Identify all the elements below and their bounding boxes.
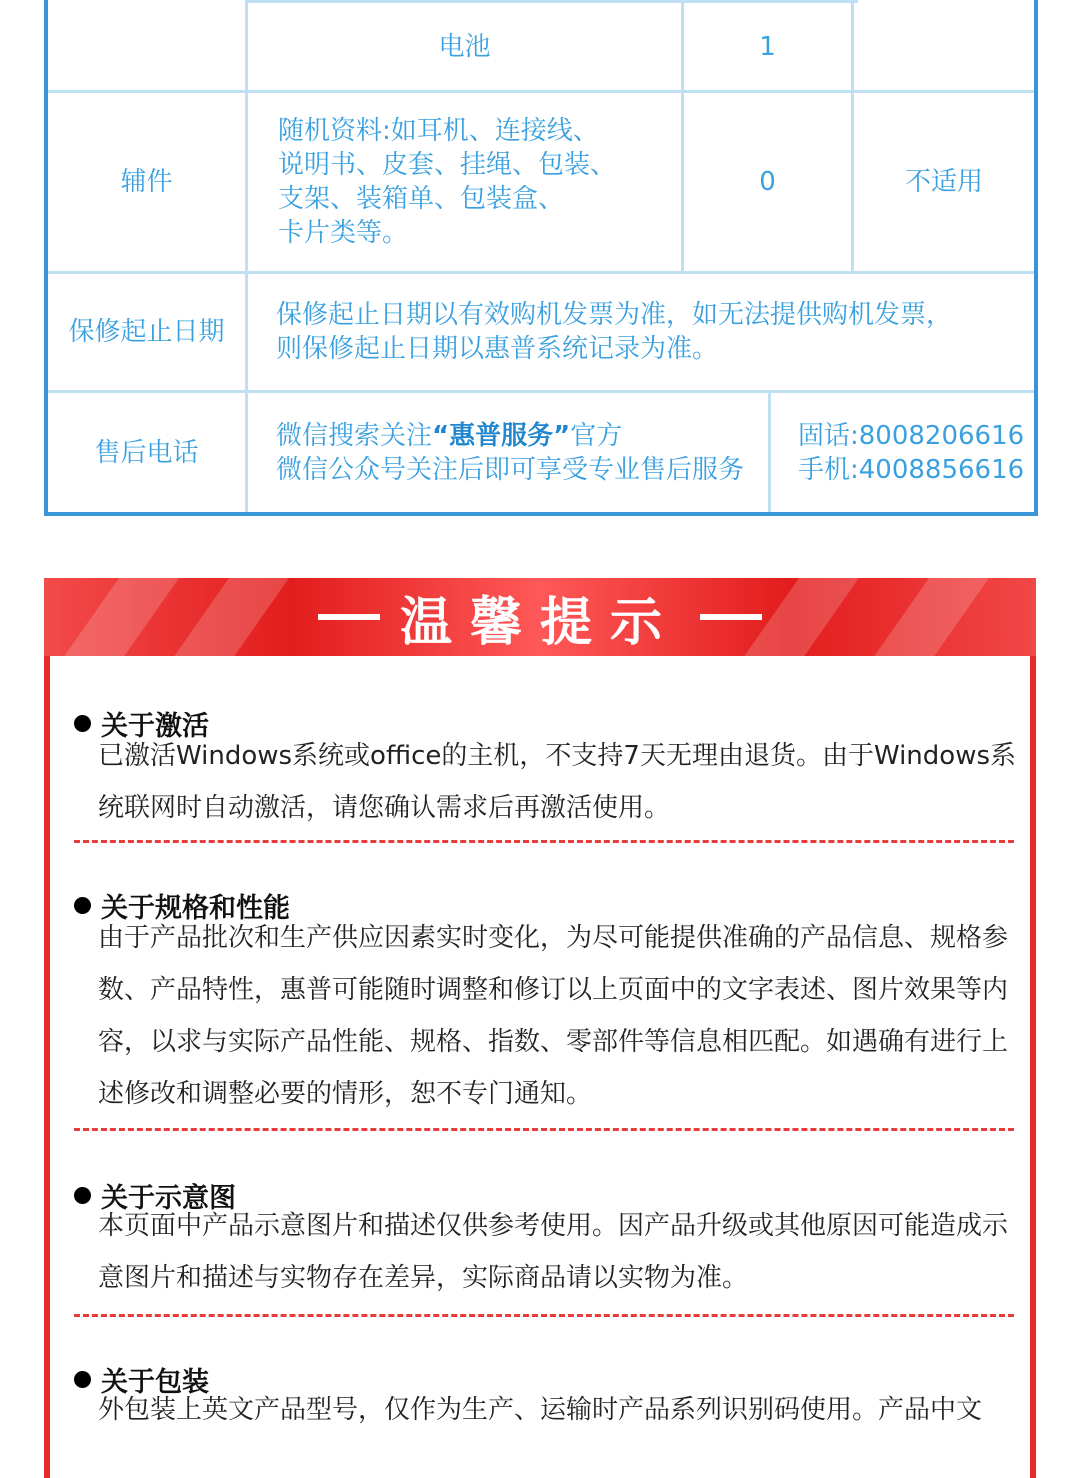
tips-title-text: 温馨提示 — [399, 592, 680, 653]
battery-qty-cell — [684, 3, 851, 90]
service-label-cell — [48, 393, 245, 512]
service-label: 售后电话 — [94, 437, 199, 468]
tip-heading-text: 关于示意图 — [101, 1183, 236, 1214]
tips-header — [44, 578, 1036, 656]
tips-title — [44, 578, 1036, 656]
bullet-icon — [74, 715, 91, 732]
tip-text-specs: 由于产品批次和生产供应因素实时变化，为尽可能提供准确的产品信息、规格参数、产品特性，惠普可能随时调整和修订以上页面中的文字表述、图片效果等内容，以求与实际产品性能、规格、指数、零部件等信息相匹配。如遇确有进行上述修改和调整必要的情形，恕不专门通知。 — [98, 923, 1009, 1109]
col-divider — [768, 390, 771, 512]
wechat-suffix: 官方 — [570, 420, 623, 451]
warranty-description-cell — [276, 274, 1026, 390]
phone-numbers-cell — [798, 393, 1034, 512]
accessory-category-cell — [48, 93, 245, 271]
title-dash-right — [700, 614, 762, 620]
warranty-desc-line: 则保修起止日期以惠普系统记录为准。 — [276, 334, 719, 364]
accessory-category-label: 辅件 — [120, 167, 173, 197]
wechat-prefix: 微信搜索关注 — [276, 420, 433, 451]
tip-text-illustration: 本页面中产品示意图片和描述仅供参考使用。因产品升级或其他原因可能造成示意图片和描述与实物存在差异，实际商品请以实物为准。 — [98, 1211, 1009, 1293]
battery-item-cell — [248, 3, 681, 90]
battery-qty-value: 1 — [759, 31, 776, 62]
tip-heading-text: 关于规格和性能 — [101, 893, 290, 924]
tip-text-activation: 已激活Windows系统或office的主机，不支持7天无理由退货。由于Windows系统联网时自动激活，请您确认需求后再激活使用。 — [98, 741, 1016, 823]
accessory-description-cell — [278, 93, 678, 271]
accessory-desc-line: 卡片类等。 — [278, 218, 409, 248]
wechat-line-2: 微信公众号关注后即可享受专业售后服务 — [276, 454, 745, 485]
battery-item-label: 电池 — [438, 31, 491, 62]
warranty-label-cell — [48, 274, 245, 390]
bullet-icon — [74, 1187, 91, 1204]
bullet-icon — [74, 1371, 91, 1388]
dashed-divider — [74, 1128, 1014, 1131]
accessory-qty-cell — [684, 93, 851, 271]
mobile-number: 手机:4008856616 — [798, 454, 1025, 485]
dashed-divider — [74, 840, 1014, 843]
wechat-account-name: “惠普服务” — [432, 420, 571, 451]
title-dash-left — [318, 614, 380, 620]
dashed-divider — [74, 1314, 1014, 1317]
accessory-desc-line: 随机资料:如耳机、连接线、 — [278, 116, 599, 146]
wechat-line-1 — [276, 419, 622, 453]
warranty-table — [44, 0, 1038, 516]
bullet-icon — [74, 897, 91, 914]
accessory-desc-line: 说明书、皮套、挂绳、包装、 — [278, 150, 617, 180]
landline-number: 固话:8008206616 — [798, 420, 1025, 451]
warranty-label: 保修起止日期 — [68, 317, 225, 347]
tip-heading-text: 关于包装 — [101, 1367, 209, 1398]
accessory-qty-value: 0 — [759, 167, 776, 197]
tip-heading-text: 关于激活 — [101, 711, 209, 742]
accessory-period-value: 不适用 — [904, 167, 983, 197]
wechat-info-cell — [276, 393, 768, 512]
tip-text-packaging: 外包装上英文产品型号，仅作为生产、运输时产品系列识别码使用。产品中文 — [98, 1395, 983, 1425]
tips-panel — [44, 578, 1036, 1478]
accessory-period-cell — [854, 93, 1034, 271]
warranty-desc-line: 保修起止日期以有效购机发票为准，如无法提供购机发票， — [276, 300, 953, 330]
accessory-desc-line: 支架、装箱单、包装盒、 — [278, 184, 565, 214]
tips-body — [50, 656, 1030, 1478]
